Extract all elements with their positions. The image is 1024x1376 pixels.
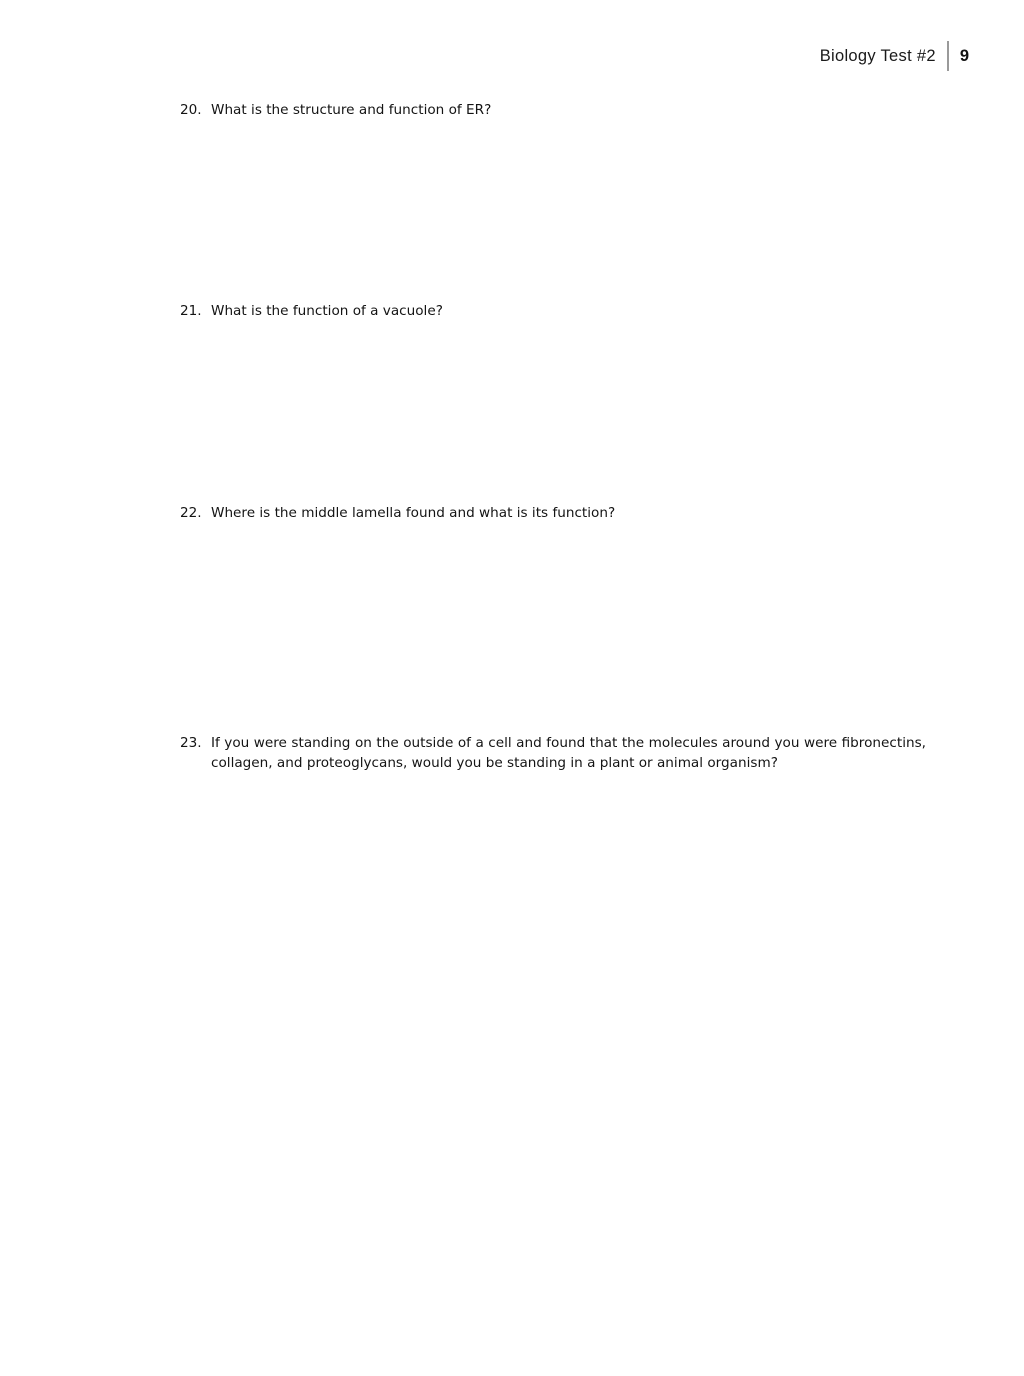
question-item-21 (180, 302, 926, 322)
header-divider (947, 41, 949, 71)
question-text: What is the function of a vacuole? (211, 303, 443, 319)
question-number: 22. (180, 505, 202, 521)
question-number: 23. (180, 735, 202, 751)
header-title: Biology Test #2 (819, 46, 936, 65)
question-number: 20. (180, 102, 202, 118)
question-number: 21. (180, 303, 202, 319)
question-item-22 (180, 504, 926, 524)
question-text: What is the structure and function of ER? (211, 102, 492, 118)
question-item-23 (180, 734, 926, 773)
page-number: 9 (959, 46, 969, 65)
question-text: If you were standing on the outside of a cell and found that the molecules around you were fibronectins, collagen, and proteoglycans, would you be standing in a plant or animal organism? (211, 735, 926, 771)
question-item-20 (180, 101, 926, 121)
page-header (820, 40, 969, 72)
question-text: Where is the middle lamella found and what is its function? (211, 505, 616, 521)
